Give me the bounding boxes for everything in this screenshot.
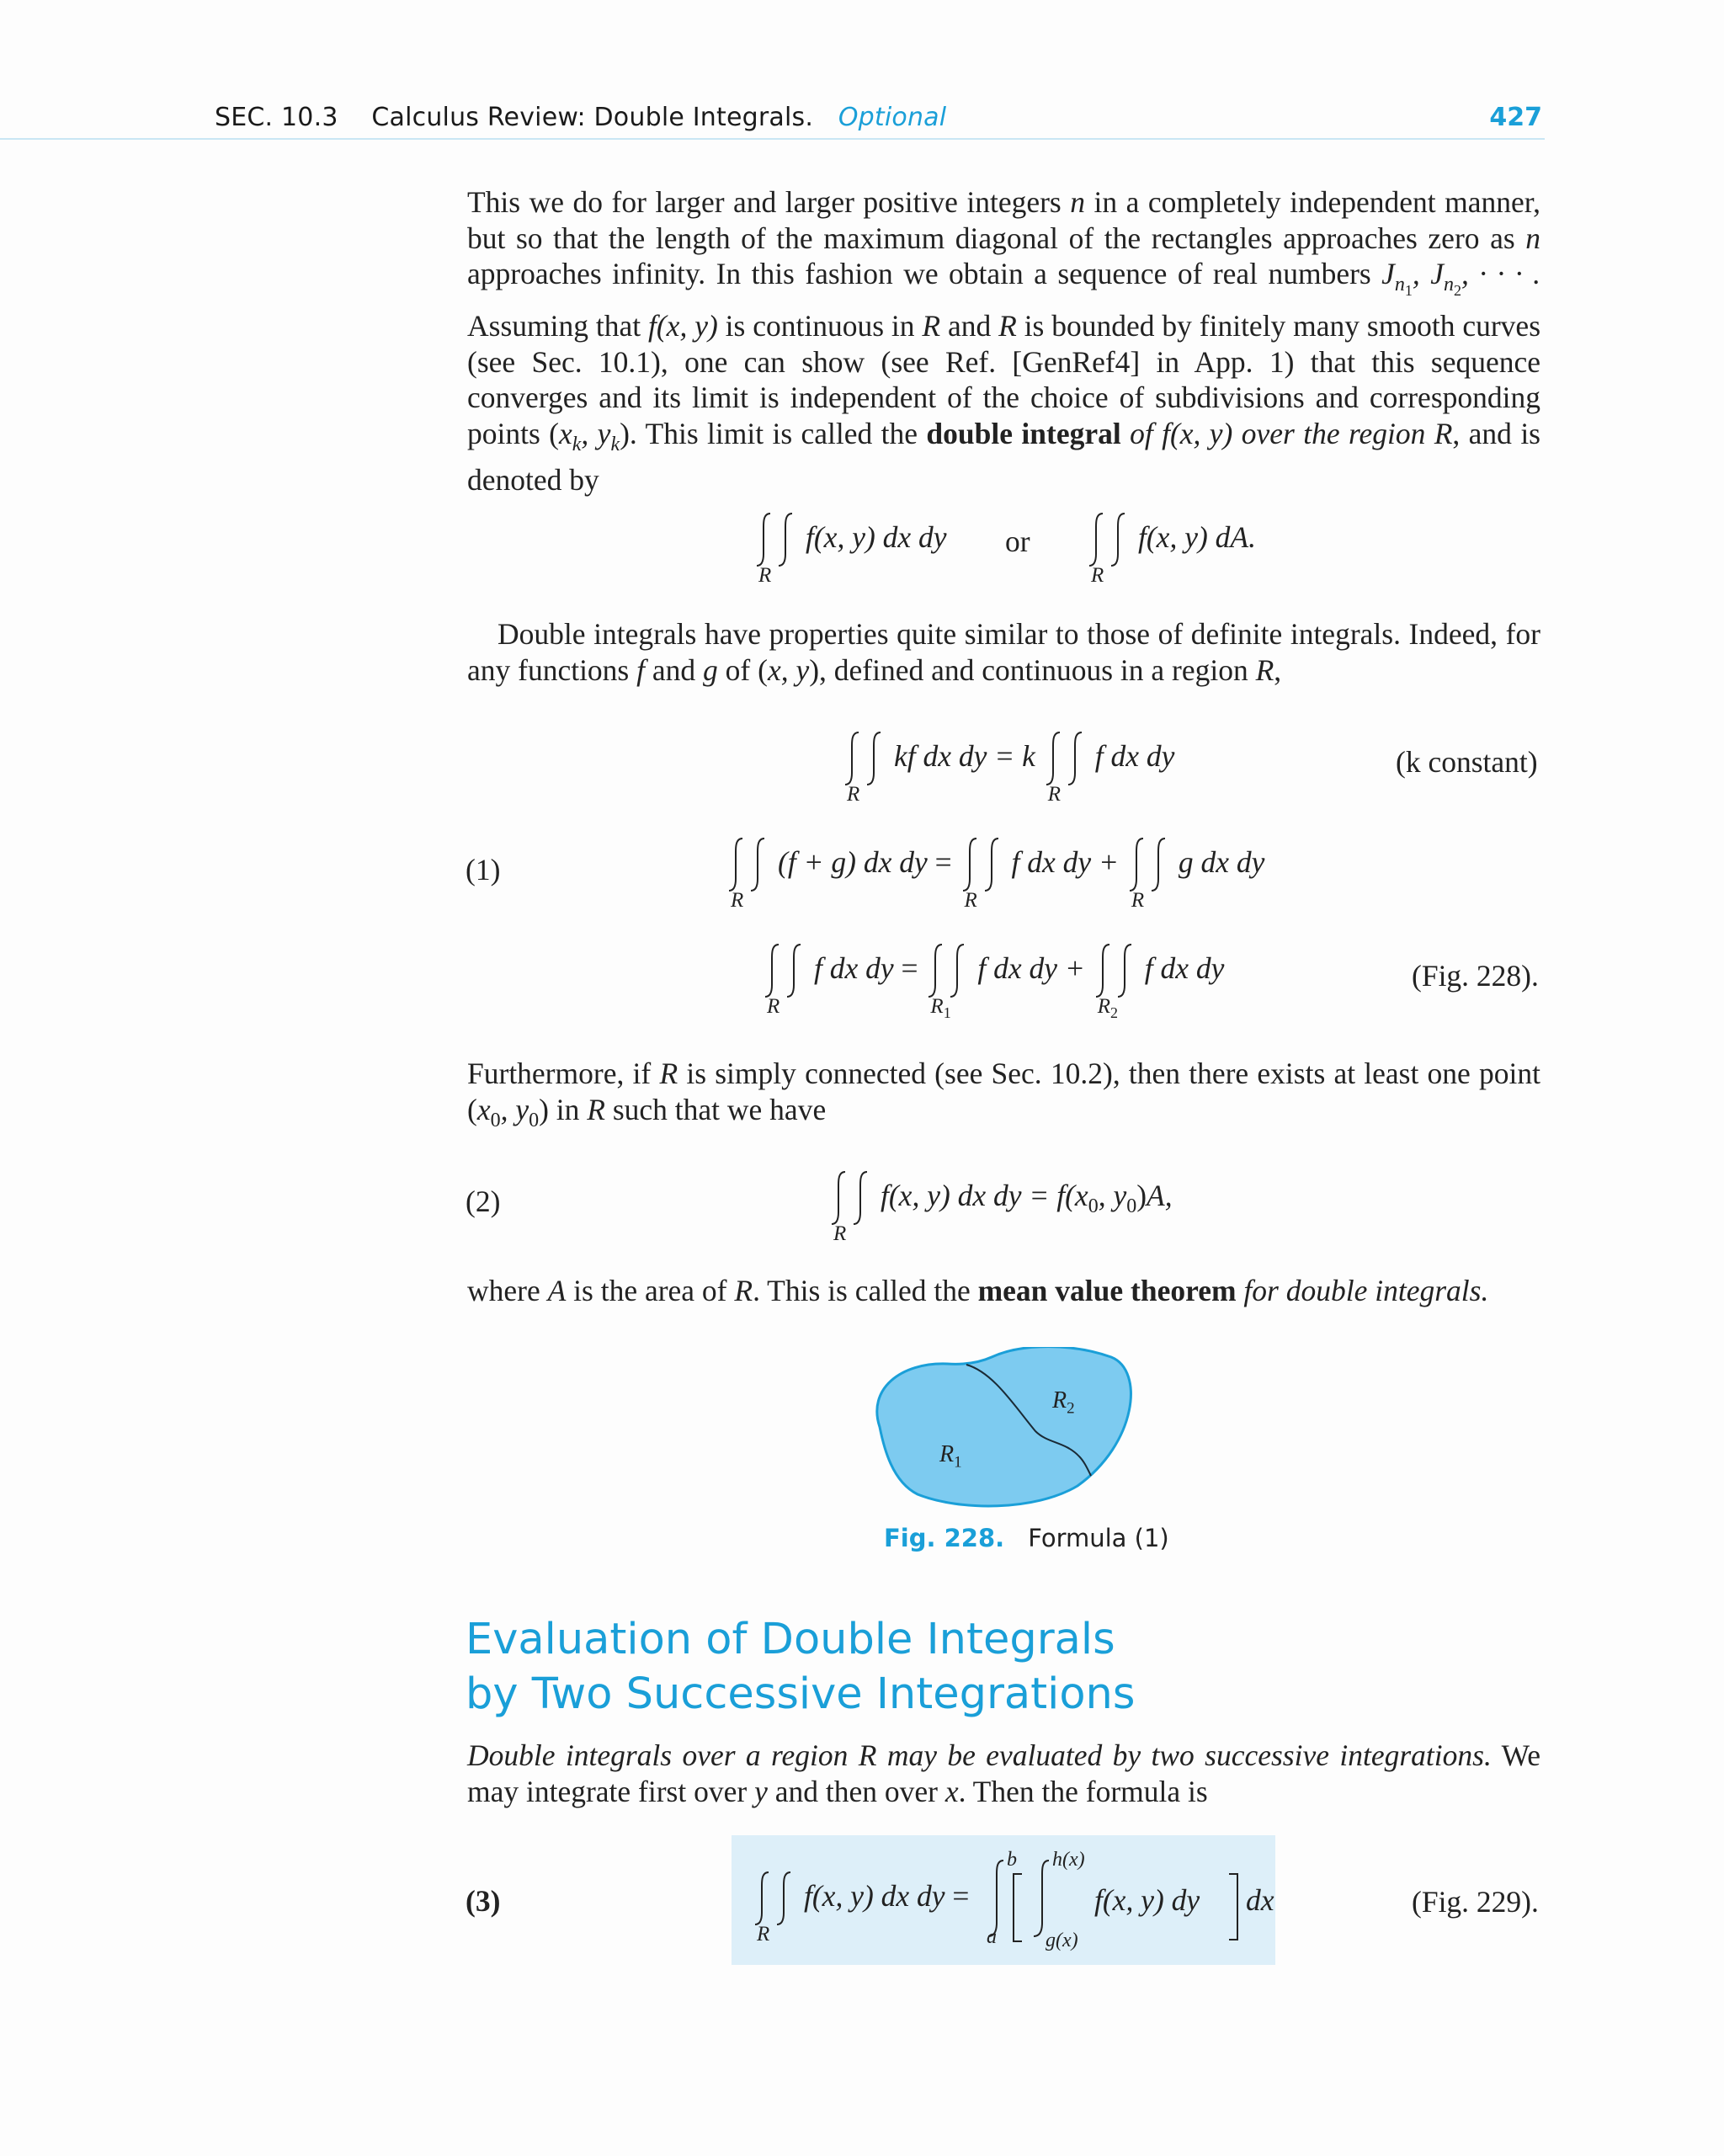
running-head bbox=[215, 103, 946, 132]
equation-3-left: R f(x, y) dx dy = bbox=[752, 1874, 969, 1924]
equation-1-row-1: R kf dx dy = k R f dx dy bbox=[842, 734, 1174, 785]
point-xk-yk: $x_k$, $y_k$ bbox=[559, 416, 620, 455]
label-R2: $R_2$ bbox=[1052, 1387, 1075, 1418]
paragraph-successive-integrations: Double integrals over a region R may be evaluated by two successive integrations. We may integrate first over y and then over x. Then the formula is bbox=[467, 1738, 1540, 1808]
text: This we do for larger and larger positive integers bbox=[467, 185, 1071, 219]
section-title: Calculus Review: Double Integrals. bbox=[371, 103, 814, 132]
header-rule bbox=[0, 138, 1545, 140]
text: in a completely independent manner, but so that the length of the maximum diagonal of the rectangles approaches zero as bbox=[467, 185, 1540, 255]
equation-1-row-3: R f dx dy = $R_1$ f dx dy + $R_2$ f dx dy bbox=[762, 946, 1224, 997]
math-fxy: f(x, y) bbox=[648, 309, 718, 343]
label-R1: $R_1$ bbox=[939, 1441, 962, 1472]
equation-1-row-2: R (f + g) dx dy = R f dx dy + R g dx dy bbox=[726, 840, 1264, 891]
figure-228-region bbox=[867, 1347, 1145, 1520]
text: approaches infinity. In this fashion we obtain a sequence of real numbers bbox=[467, 257, 1382, 290]
term-double-integral: double integral bbox=[926, 416, 1121, 450]
text: is continuous in bbox=[717, 309, 923, 343]
var-n: n bbox=[1070, 185, 1085, 219]
figure-caption: Fig. 228. Formula (1) bbox=[884, 1524, 1169, 1552]
text: is bounded by finitely many smooth curves (see Sec. 10.1), one can show (see Ref. [GenRef4] in App. 1) that this sequence converges and its limit is independent of the choice of subdivisions and corresponding points ( bbox=[467, 309, 1541, 450]
equation-definition bbox=[753, 515, 947, 587]
paragraph-mean-value: where A is the area of R. This is called the mean value theorem for double integrals. bbox=[467, 1274, 1489, 1307]
k-constant-note: (k constant) bbox=[1396, 745, 1538, 779]
page-number: 427 bbox=[1489, 103, 1542, 132]
var-R: R bbox=[998, 309, 1017, 343]
paragraph-limit-definition bbox=[467, 184, 1540, 498]
var-R: R bbox=[922, 309, 941, 343]
equation-definition-dA bbox=[1086, 515, 1256, 587]
fig-228-reference: (Fig. 228). bbox=[1412, 959, 1539, 993]
text-italic: of f(x, y) over the region R bbox=[1120, 416, 1453, 450]
double-integral-sign: R bbox=[753, 515, 806, 566]
double-integral-sign: R bbox=[1086, 515, 1138, 566]
text: Assuming that bbox=[467, 309, 648, 343]
text: ). This limit is called the bbox=[620, 416, 927, 450]
integrand: f(x, y) dA. bbox=[1138, 520, 1256, 555]
text: and bbox=[940, 309, 999, 343]
optional-tag: Optional bbox=[838, 103, 947, 132]
text: , and is denoted by bbox=[467, 416, 1540, 498]
equation-label-3: (3) bbox=[466, 1884, 501, 1918]
sequence-J: $J_{n_1}$, $J_{n_2}$, · · · . bbox=[1381, 257, 1540, 299]
fig-229-reference: (Fig. 229). bbox=[1412, 1885, 1539, 1919]
equation-label-1: (1) bbox=[466, 853, 501, 886]
paragraph-simply-connected: Furthermore, if R is simply connected (see Sec. 10.2), then there exists at least one point ($x_0$, $y_0$) in R such that we have bbox=[467, 1057, 1540, 1131]
var-n: n bbox=[1525, 221, 1540, 255]
paragraph-properties: Double integrals have properties quite similar to those of definite integrals. Indeed, for any functions f and g of (x, y), defined and continuous in a region R, bbox=[467, 617, 1540, 687]
section-heading: Evaluation of Double Integrals by Two Successive Integrations bbox=[466, 1615, 1136, 1719]
section-number: SEC. 10.3 bbox=[215, 103, 338, 132]
region-R bbox=[877, 1347, 1131, 1506]
or-word: or bbox=[1005, 524, 1030, 558]
equation-2: R f(x, y) dx dy = $f(x_0$, $y_0)A$, bbox=[828, 1174, 1173, 1224]
integrand: f(x, y) dx dy bbox=[806, 520, 947, 555]
equation-label-2: (2) bbox=[466, 1184, 501, 1218]
